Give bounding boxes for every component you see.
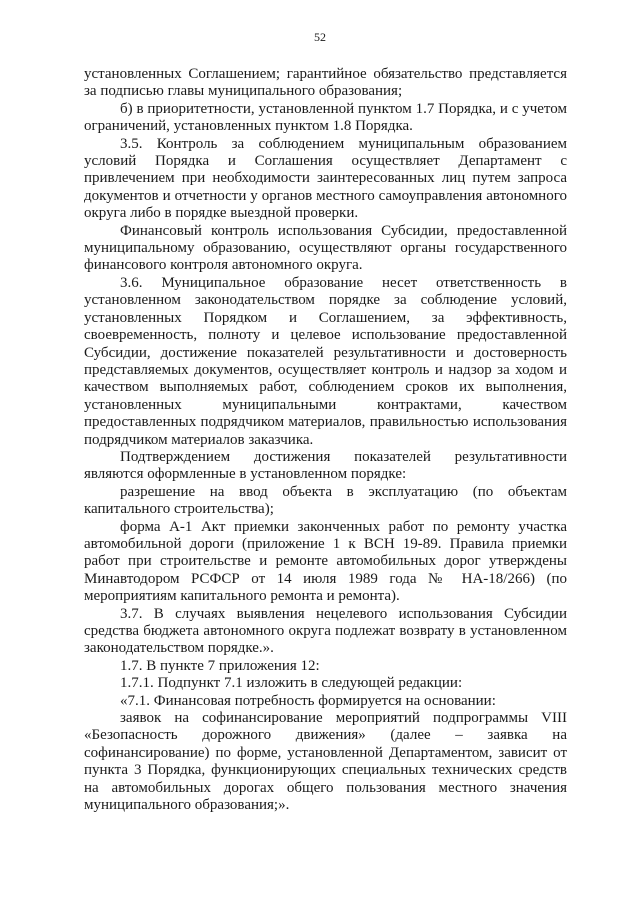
- paragraph: 3.6. Муниципальное образование несет ответственность в установленном законодательством порядке за соблюдение условий, установленных Порядком и Соглашением, за эффективность, своевременность, полноту и целевое использование предоставленной Субсидии, достижение показателей результативности и достоверность представляемых документов, осуществляет контроль и надзор за ходом и качеством выполняемых работ, соблюдением сроков их выполнения, установленных муниципальными контрактами, качеством предоставленных подрядчиком материалов, правильностью использования подрядчиком материалов заказчика.: [84, 274, 567, 448]
- paragraph: Подтверждением достижения показателей результативности являются оформленные в установленном порядке:: [84, 448, 567, 483]
- paragraph: 3.5. Контроль за соблюдением муниципальным образованием условий Порядка и Соглашения осуществляет Департамент с привлечением при необходимости заинтересованных лиц путем запроса документов и отчетности у органов местного самоуправления автономного округа либо в порядке выездной проверки.: [84, 135, 567, 222]
- paragraph: б) в приоритетности, установленной пунктом 1.7 Порядка, и с учетом ограничений, установленных пунктом 1.8 Порядка.: [84, 100, 567, 135]
- paragraph: установленных Соглашением; гарантийное обязательство представляется за подписью главы муниципального образования;: [84, 66, 567, 100]
- page-number: 52: [314, 30, 326, 44]
- paragraph: 3.7. В случаях выявления нецелевого использования Субсидии средства бюджета автономного округа подлежат возврату в установленном законодательством порядке.».: [84, 605, 567, 657]
- document-body: [84, 66, 567, 814]
- paragraph: форма А-1 Акт приемки законченных работ по ремонту участка автомобильной дороги (приложение 1 к ВСН 19-89. Правила приемки работ при строительстве и ремонте автомобильных дорог утверждены Минавтодором РСФСР от 14 июля 1989 года № НА-18/266) (по мероприятиям капитального ремонта и ремонта).: [84, 518, 567, 605]
- paragraph: разрешение на ввод объекта в эксплуатацию (по объектам капитального строительства);: [84, 483, 567, 518]
- paragraph: Финансовый контроль использования Субсидии, предоставленной муниципальному образованию, осуществляют органы государственного финансового контроля автономного округа.: [84, 222, 567, 274]
- paragraph: 1.7. В пункте 7 приложения 12:: [120, 657, 320, 674]
- paragraph: «7.1. Финансовая потребность формируется на основании:: [120, 692, 496, 709]
- paragraph: 1.7.1. Подпункт 7.1 изложить в следующей редакции:: [120, 675, 463, 692]
- paragraph: заявок на софинансирование мероприятий подпрограммы VIII «Безопасность дорожного движения» (далее – заявка на софинансирование) по форме, установленной Департаментом, зависит от пункта 3 Порядка, функционирующих специальных технических средств на автомобильных дорогах общего пользования местного значения муниципального образования;».: [84, 710, 567, 814]
